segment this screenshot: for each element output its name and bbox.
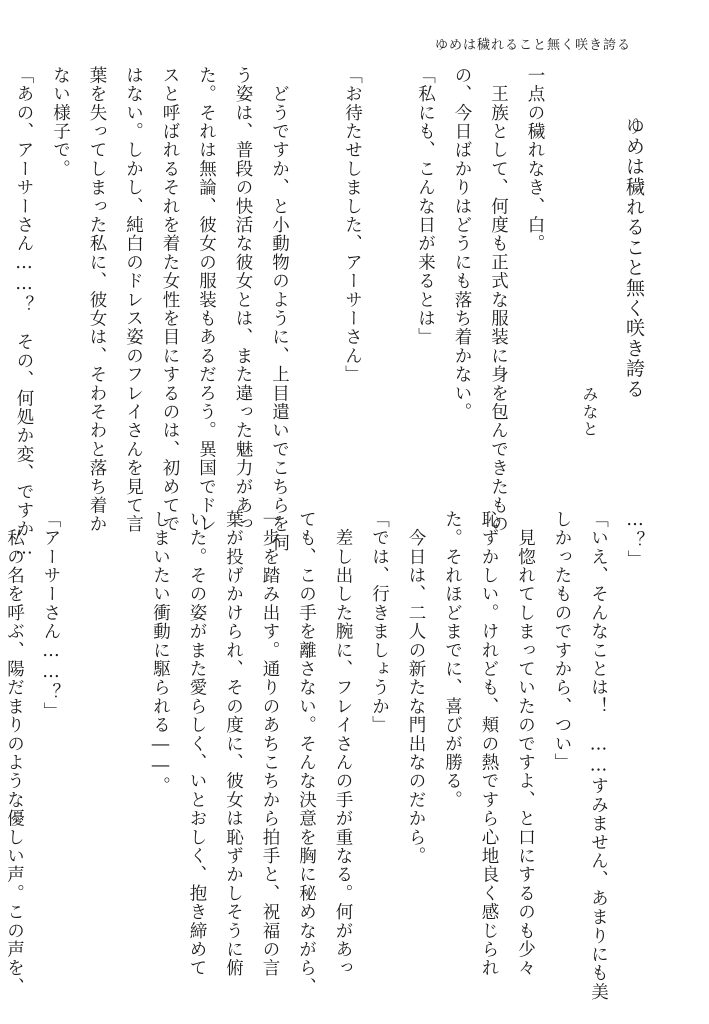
text-column: 見惚れてしまっていたのですよ、と口にするのも少々 [515,510,536,978]
text-column: スと呼ばれるそれを着た女性を目にするのは、初めてで [160,66,180,534]
text-column: た。それほどまでに、喜びが勝る。 [442,510,463,810]
text-column: 「いえ、そんなことは！ ……すみません、あまりにも美 [588,510,609,1002]
author-name: みなと [580,386,599,438]
text-column: 一点の穢れなき、白。 [525,66,545,253]
running-header: ゆめは穢れること無く咲き誇る [434,38,631,53]
text-column: 「アーサーさん……？」 [41,510,61,721]
text-column: 「私にも、こんな日が来るとは」 [415,66,436,347]
text-column: 「あの、アーサーさん……？ その、何処か変、ですか… [14,66,34,560]
text-column: 差し出した腕に、フレイさんの手が重なる。何があっ [333,510,353,978]
text-column: 葉を失ってしまった私に、彼女は、そわそわと落ち着か [87,66,107,534]
text-column: た。それは無論、彼女の服装もあるだろう。異国でドレ [196,66,217,534]
text-column: 恥ずかしい。けれども、頬の熱ですら心地良く感じられ [479,510,499,978]
text-column: 一歩を踏み出す。通りのあちこちから拍手と、祝福の言 [260,510,280,978]
text-column: 葉が投げかけられ、その度に、彼女は恥ずかしそうに俯 [223,510,244,978]
story-title: ゆめは穢れること無く咲き誇る [623,116,645,399]
text-column: ても、この手を離さない。そんな決意を胸に秘めながら、 [296,510,317,997]
text-column: ない様子で。 [50,66,71,179]
upper-text-block [0,66,645,560]
lower-text-block [0,510,645,1002]
text-column: いた。その姿がまた愛らしく、いとおしく、抱き締めて [187,510,207,978]
text-column: 「お待たせしました、アーサーさん」 [342,66,363,384]
text-column: う姿は、普段の快活な彼女とは、また違った魅力があっ [233,66,253,534]
text-column: どうですか、と小動物のように、上目遣いでこちらを伺 [269,66,290,553]
text-column: の、今日ばかりはどうにも落ち着かない。 [452,66,472,422]
text-column: 私の名を呼ぶ、陽だまりのような優しい声。この声を、 [4,510,25,997]
text-column: しまいたい衝動に駆られる――。 [150,510,171,796]
text-column: 王族として、何度も正式な服装に身を包んできたもの [488,66,509,534]
text-column: はない。しかし、純白のドレス姿のフレイさんを見て言 [123,66,144,534]
text-column: …？」 [625,510,645,569]
text-column: 「では、行きましょうか」 [369,510,390,735]
text-column: 今日は、二人の新たな門出なのだから。 [406,510,426,866]
text-column: しかったものですから、つい」 [552,510,572,772]
